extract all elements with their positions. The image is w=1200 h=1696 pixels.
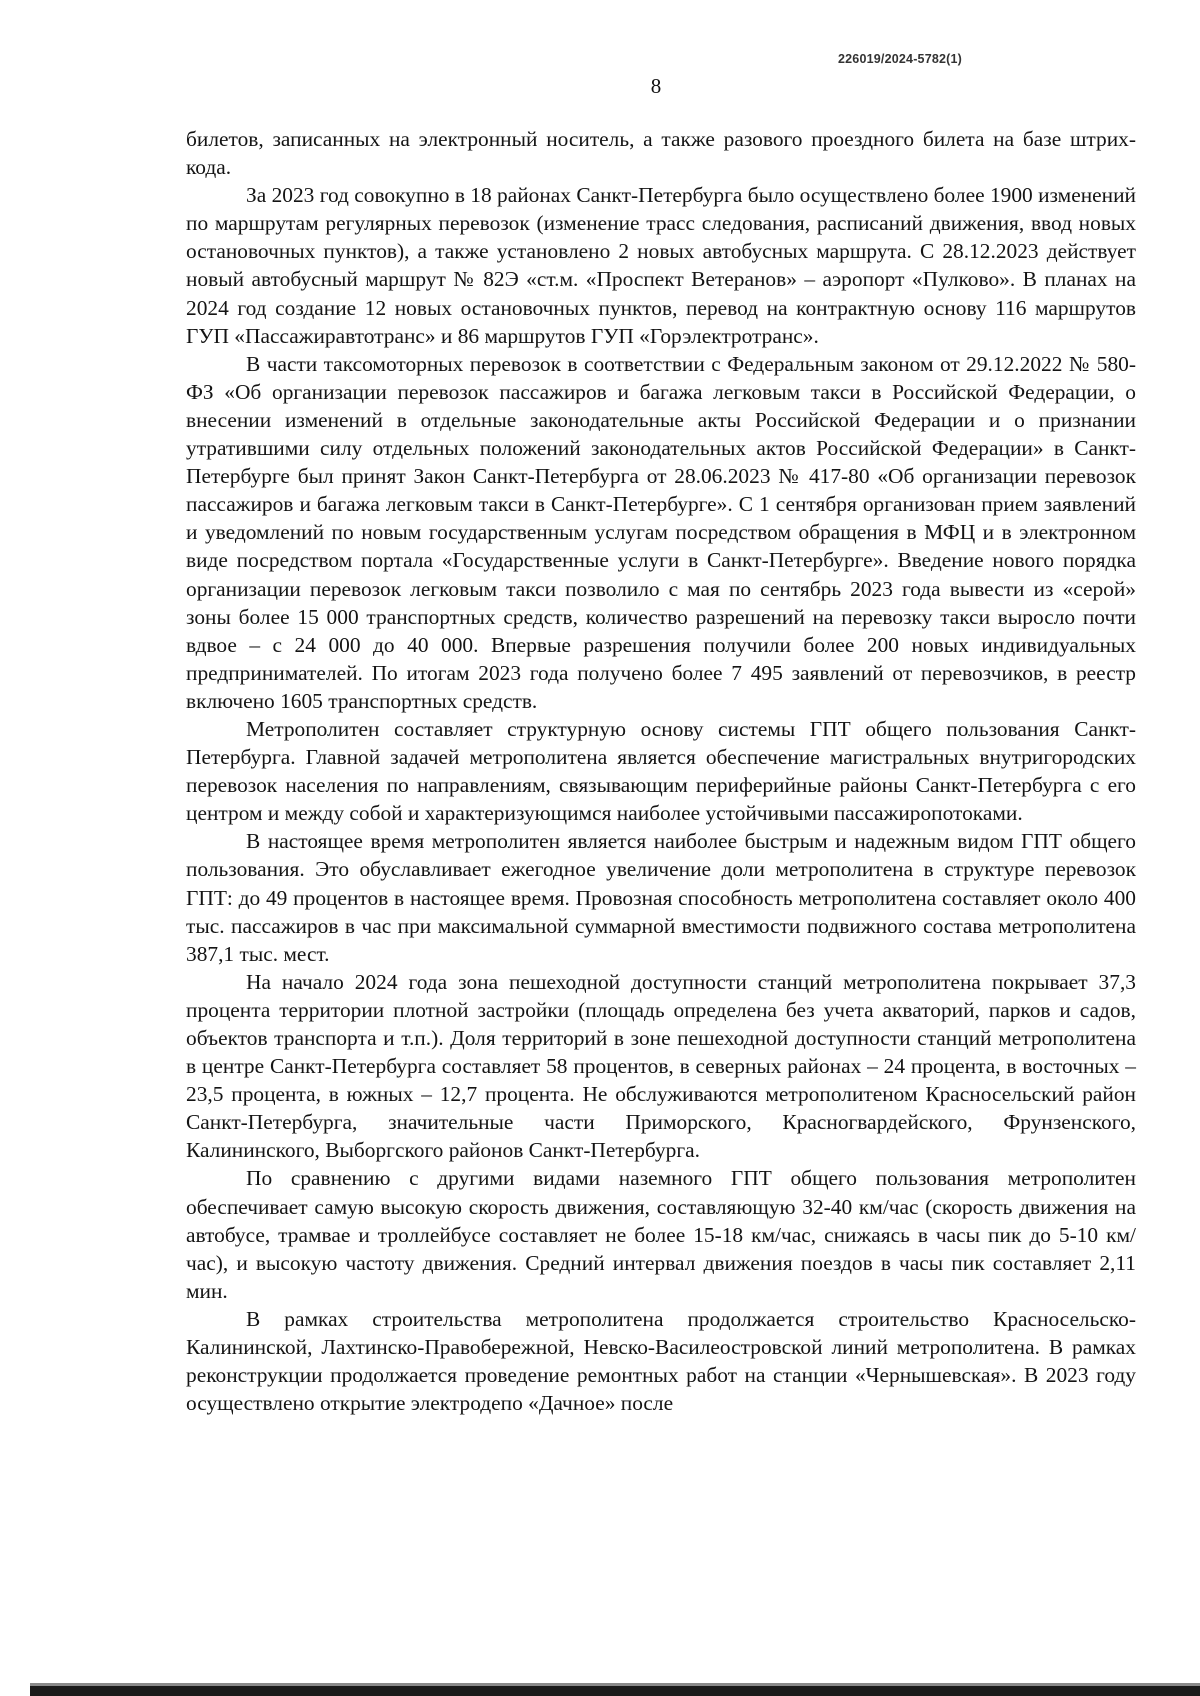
document-body <box>186 125 1136 1417</box>
paragraph-metro-speed: По сравнению с другими видами наземного ГПТ общего пользования метрополитен обеспечивает самую высокую скорость движения, составляющую 32-40 км/час (скорость движения на автобусе, трамвае и троллейбусе составляет не более 15-18 км/час, снижаясь в часы пик до 5-10 км/час), и высокую частоту движения. Средний интервал движения поездов в часы пик составляет 2,11 мин. <box>186 1166 1136 1303</box>
document-registration-number: 226019/2024-5782(1) <box>838 52 963 66</box>
paragraph-taxi-transport: В части таксомоторных перевозок в соответствии с Федеральным законом от 29.12.2022 № 580-ФЗ «Об организации перевозок пассажиров и багажа легковым такси в Российской Федерации, о внесении изменений в отдельные законодательные акты Российской Федерации и о признании утратившими силу отдельных положений законодательных актов Российской Федерации» в Санкт-Петербурге был принят Закон Санкт-Петербурга от 28.06.2023 № 417-80 «Об организации перевозок пассажиров и багажа легковым такси в Санкт-Петербурге». С 1 сентября организован прием заявлений и уведомлений по новым государственным услугам посредством обращения в МФЦ и в электронном виде посредством портала «Государственные услуги в Санкт-Петербурге». Введение нового порядка организации перевозок легковым такси позволило с мая по сентябрь 2023 года вывести из «серой» зоны более 15 000 транспортных средств, количество разрешений на перевозку такси выросло почти вдвое – с 24 000 до 40 000. Впервые разрешения получили более 200 новых индивидуальных предпринимателей. По итогам 2023 года получено более 7 495 заявлений от перевозчиков, в реестр включено 1605 транспортных средств. <box>186 351 1136 713</box>
paragraph-metro-construction: В рамках строительства метрополитена продолжается строительство Красносельско-Калининской, Лахтинско-Правобережной, Невско-Василеостровской линий метрополитена. В рамках реконструкции продолжается проведение ремонтных работ на станции «Чернышевская». В 2023 году осуществлено открытие электродепо «Дачное» после <box>186 1306 1136 1416</box>
paragraph-metro-basis: Метрополитен составляет структурную основу системы ГПТ общего пользования Санкт-Петербурга. Главной задачей метрополитена является обеспечение магистральных внутригородских перевозок населения по направлениям, связывающим периферийные районы Санкт-Петербурга с его центром и между собой и характеризующимся наиболее устойчивыми пассажиропотоками. <box>186 716 1136 826</box>
paragraph-metro-coverage: На начало 2024 года зона пешеходной доступности станций метрополитена покрывает 37,3 процента территории плотной застройки (площадь определена без учета акваторий, парков и садов, объектов транспорта и т.п.). Доля территорий в зоне пешеходной доступности станций метрополитена в центре Санкт-Петербурга составляет 58 процентов, в северных районах – 24 процента, в восточных – 23,5 процента, в южных – 12,7 процента. Не обслуживаются метрополитеном Красносельский район Санкт-Петербурга, значительные части Приморского, Красногвардейского, Фрунзенского, Калининского, Выборгского районов Санкт-Петербурга. <box>186 969 1136 1163</box>
paragraph-metro-reliability: В настоящее время метрополитен является наиболее быстрым и надежным видом ГПТ общего пользования. Это обуславливает ежегодное увеличение доли метрополитена в структуре перевозок ГПТ: до 49 процентов в настоящее время. Провозная способность метрополитена составляет около 400 тыс. пассажиров в час при максимальной суммарной вместимости подвижного состава метрополитена 387,1 тыс. мест. <box>186 829 1136 966</box>
page-number: 8 <box>650 74 662 98</box>
scan-border <box>30 1686 1200 1696</box>
paragraph-route-changes: За 2023 год совокупно в 18 районах Санкт-Петербурга было осуществлено более 1900 изменений по маршрутам регулярных перевозок (изменение трасс следования, расписаний движения, ввод новых остановочных пунктов), а также установлено 2 новых автобусных маршрута. С 28.12.2023 действует новый автобусный маршрут № 82Э «ст.м. «Проспект Ветеранов» – аэропорт «Пулково». В планах на 2024 год создание 12 новых остановочных пунктов, перевод на контрактную основу 116 маршрутов ГУП «Пассажиравтотранс» и 86 маршрутов ГУП «Горэлектротранс». <box>186 183 1136 348</box>
paragraph-continued: билетов, записанных на электронный носитель, а также разового проездного билета на базе штрих-кода. <box>186 127 1136 180</box>
